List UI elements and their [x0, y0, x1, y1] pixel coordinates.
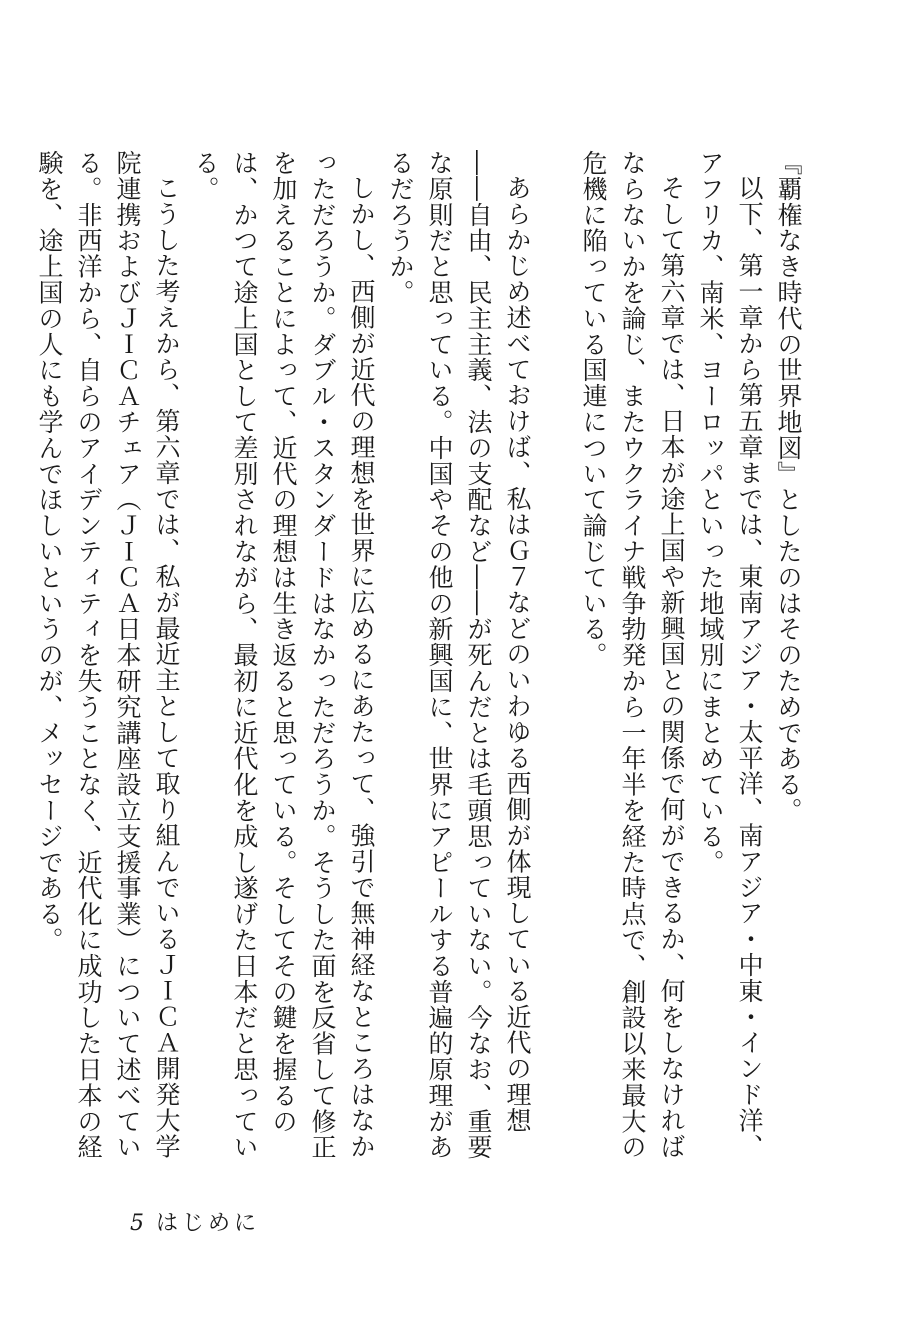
folio: [130, 1206, 260, 1237]
running-head: はじめに: [156, 1211, 261, 1236]
paragraph-chapters-one-to-five: 以下、第一章から第五章までは、東南アジア・太平洋、南アジア・中東・インド洋、アフリカ、南米、ヨーロッパといった地域別にまとめている。: [696, 150, 764, 1160]
paragraph-chapter-six: そして第六章では、日本が途上国や新興国との関係で何ができるか、何をしなければならないかを論じ、またウクライナ戦争勃発から一年半を経た時点で、創設以来最大の危機に陥っている国連について論じている。: [579, 150, 686, 1161]
section-break: [537, 150, 574, 1170]
paragraph-modern-ideals: あらかじめ述べておけば、私はＧ７などのいわゆる西側が体現している近代の理想――自由、民主主義、法の支配など――が死んだとは毛頭思っていない。今なお、重要な原則だと思っている。中国やその他の新興国に、世界にアピールする普遍的原理があるだろうか。: [386, 150, 532, 1161]
page-number: 5: [130, 1211, 148, 1236]
paragraph-double-standard: しかし、西側が近代の理想を世界に広めるにあたって、強引で無神経なところはなかっただろうか。ダブル・スタンダードはなかっただろうか。そうした面を反省して修正を加えることによって、近代の理想は生き返ると思っている。そしてその鍵を握るのは、かつて途上国として差別されながら、最初に近代化を成し遂げた日本だと思っている。: [191, 150, 376, 1161]
vertical-body-text: [35, 150, 808, 1170]
paragraph-jica-chair: こうした考えから、第六章では、私が最近主として取り組んでいるＪＩＣＡ開発大学院連携およびＪＩＣＡチェア（ＪＩＣＡ日本研究講座設立支援事業）について述べている。非西洋から、自らのアイデンティティを失うことなく、近代化に成功した日本の経験を、途上国の人にも学んでほしいというのが、メッセージである。: [35, 150, 181, 1161]
paragraph-title-reference: 『覇権なき時代の世界地図』としたのはそのためである。: [774, 150, 803, 824]
